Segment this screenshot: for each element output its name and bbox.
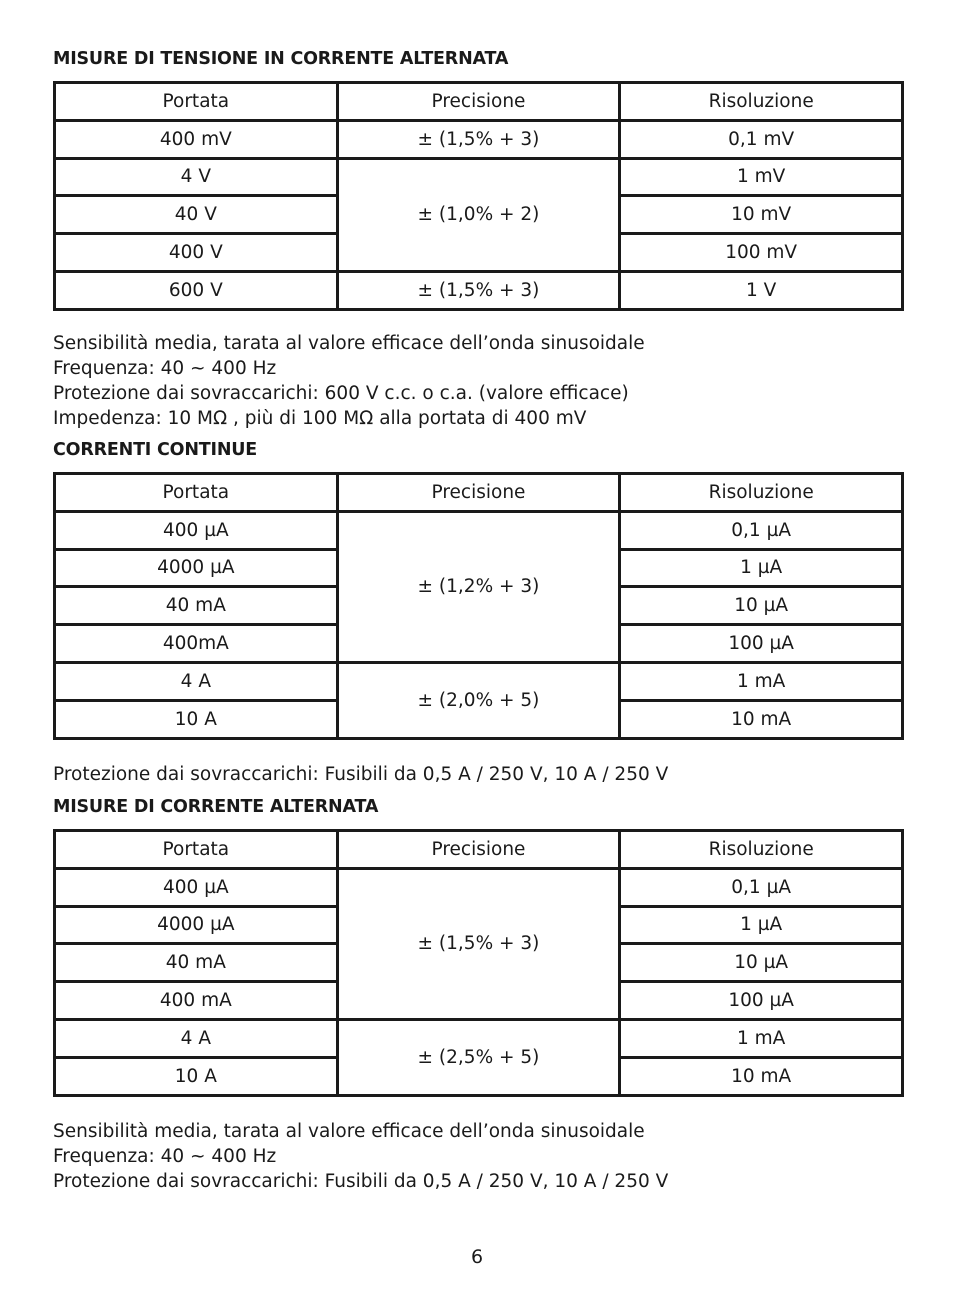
table-header-row bbox=[55, 474, 903, 512]
header-precisione: Precisione bbox=[337, 474, 620, 512]
cell-risoluzione: 10 µA bbox=[620, 587, 903, 625]
cell-risoluzione: 10 mA bbox=[620, 700, 903, 738]
cell-precisione: ± (1,0% + 2) bbox=[337, 158, 620, 271]
cell-risoluzione: 100 µA bbox=[620, 982, 903, 1020]
cell-risoluzione: 0,1 µA bbox=[620, 511, 903, 549]
cell-risoluzione: 1 mV bbox=[620, 158, 903, 196]
cell-portata: 400 V bbox=[55, 234, 338, 272]
note-line: Impedenza: 10 MΩ , più di 100 MΩ alla portata di 400 mV bbox=[53, 408, 587, 429]
cell-portata: 4 A bbox=[55, 1019, 338, 1057]
table-header-row bbox=[55, 831, 903, 869]
cell-risoluzione: 1 µA bbox=[620, 906, 903, 944]
note-line: Protezione dai sovraccarichi: 600 V c.c. o c.a. (valore efficace) bbox=[53, 383, 629, 404]
note-line: Sensibilità media, tarata al valore efficace dell’onda sinusoidale bbox=[53, 333, 645, 354]
header-portata: Portata bbox=[55, 831, 338, 869]
section-title-dc-current: CORRENTI CONTINUE bbox=[53, 440, 258, 460]
cell-portata: 600 V bbox=[55, 271, 338, 309]
note-line: Protezione dai sovraccarichi: Fusibili da 0,5 A / 250 V, 10 A / 250 V bbox=[53, 1171, 669, 1192]
cell-portata: 4 A bbox=[55, 662, 338, 700]
cell-risoluzione: 10 µA bbox=[620, 944, 903, 982]
notes-ac-voltage bbox=[53, 331, 645, 431]
cell-portata: 400 mA bbox=[55, 982, 338, 1020]
cell-risoluzione: 1 V bbox=[620, 271, 903, 309]
header-risoluzione: Risoluzione bbox=[620, 831, 903, 869]
notes-dc-current bbox=[53, 762, 668, 787]
note-line: Protezione dai sovraccarichi: Fusibili da 0,5 A / 250 V, 10 A / 250 V bbox=[53, 764, 669, 785]
cell-risoluzione: 0,1 µA bbox=[620, 868, 903, 906]
cell-portata: 40 mA bbox=[55, 944, 338, 982]
cell-risoluzione: 100 µA bbox=[620, 625, 903, 663]
cell-precisione: ± (1,5% + 3) bbox=[337, 120, 620, 158]
cell-portata: 4000 µA bbox=[55, 549, 338, 587]
cell-portata: 400 µA bbox=[55, 868, 338, 906]
cell-portata: 4 V bbox=[55, 158, 338, 196]
table-row bbox=[55, 271, 903, 309]
table-row bbox=[55, 120, 903, 158]
table-ac-voltage bbox=[53, 81, 904, 311]
cell-precisione: ± (2,5% + 5) bbox=[337, 1019, 620, 1095]
header-precisione: Precisione bbox=[337, 83, 620, 121]
section-title-ac-voltage: MISURE DI TENSIONE IN CORRENTE ALTERNATA bbox=[53, 49, 509, 69]
cell-precisione: ± (1,2% + 3) bbox=[337, 511, 620, 662]
cell-precisione: ± (1,5% + 3) bbox=[337, 868, 620, 1019]
cell-risoluzione: 1 mA bbox=[620, 1019, 903, 1057]
cell-portata: 10 A bbox=[55, 1057, 338, 1095]
header-precisione: Precisione bbox=[337, 831, 620, 869]
header-risoluzione: Risoluzione bbox=[620, 83, 903, 121]
header-risoluzione: Risoluzione bbox=[620, 474, 903, 512]
table-row bbox=[55, 511, 903, 549]
header-portata: Portata bbox=[55, 83, 338, 121]
table-header-row bbox=[55, 83, 903, 121]
table-dc-current bbox=[53, 472, 904, 740]
cell-precisione: ± (2,0% + 5) bbox=[337, 662, 620, 738]
cell-portata: 400mA bbox=[55, 625, 338, 663]
cell-risoluzione: 0,1 mV bbox=[620, 120, 903, 158]
cell-portata: 400 mV bbox=[55, 120, 338, 158]
table-row bbox=[55, 158, 903, 196]
cell-portata: 10 A bbox=[55, 700, 338, 738]
note-line: Sensibilità media, tarata al valore efficace dell’onda sinusoidale bbox=[53, 1121, 645, 1142]
table-row bbox=[55, 662, 903, 700]
note-line: Frequenza: 40 ~ 400 Hz bbox=[53, 1146, 277, 1167]
notes-ac-current bbox=[53, 1119, 668, 1194]
page-number: 6 bbox=[470, 1246, 484, 1268]
cell-portata: 400 µA bbox=[55, 511, 338, 549]
table-ac-current bbox=[53, 829, 904, 1097]
section-title-ac-current: MISURE DI CORRENTE ALTERNATA bbox=[53, 797, 379, 817]
cell-portata: 40 mA bbox=[55, 587, 338, 625]
cell-risoluzione: 1 µA bbox=[620, 549, 903, 587]
header-portata: Portata bbox=[55, 474, 338, 512]
cell-portata: 4000 µA bbox=[55, 906, 338, 944]
cell-portata: 40 V bbox=[55, 196, 338, 234]
table-row bbox=[55, 868, 903, 906]
cell-risoluzione: 100 mV bbox=[620, 234, 903, 272]
cell-precisione: ± (1,5% + 3) bbox=[337, 271, 620, 309]
table-row bbox=[55, 1019, 903, 1057]
note-line: Frequenza: 40 ~ 400 Hz bbox=[53, 358, 277, 379]
cell-risoluzione: 1 mA bbox=[620, 662, 903, 700]
cell-risoluzione: 10 mV bbox=[620, 196, 903, 234]
cell-risoluzione: 10 mA bbox=[620, 1057, 903, 1095]
